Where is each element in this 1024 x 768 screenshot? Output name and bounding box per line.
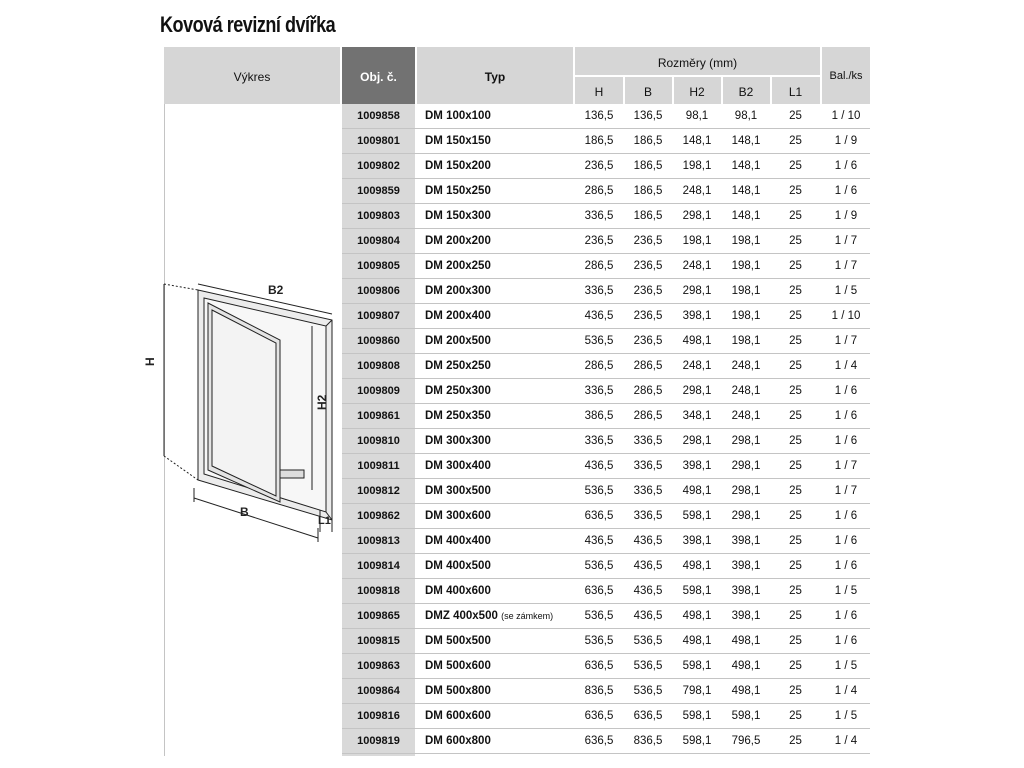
cell-obj: 1009818 (357, 585, 400, 597)
cell-typ (425, 254, 575, 279)
cell-bal: 1 / 6 (834, 385, 858, 397)
table-row (342, 479, 870, 504)
cell-b2: 148,1 (731, 210, 761, 222)
cell-typ (425, 729, 575, 754)
cell-obj: 1009805 (357, 260, 400, 272)
cell-obj: 1009802 (357, 160, 400, 172)
cell-b: 436,5 (633, 585, 663, 597)
cell-h2: 98,1 (685, 110, 709, 122)
cell-l1: 25 (789, 285, 802, 297)
cell-l1: 25 (789, 460, 802, 472)
cell-bal: 1 / 7 (834, 335, 858, 347)
cell-obj: 1009814 (357, 560, 400, 572)
cell-obj: 1009811 (357, 460, 400, 472)
cell-h2: 398,1 (682, 535, 712, 547)
cell-b: 836,5 (633, 735, 663, 747)
cell-b2: 198,1 (731, 310, 761, 322)
cell-h: 386,5 (584, 410, 614, 422)
table-row (342, 204, 870, 229)
cell-obj: 1009816 (357, 710, 400, 722)
cell-b: 436,5 (633, 610, 663, 622)
cell-b: 286,5 (633, 410, 663, 422)
cell-h2: 598,1 (682, 510, 712, 522)
cell-b2: 248,1 (731, 410, 761, 422)
cell-h: 436,5 (584, 310, 614, 322)
cell-typ-text: DM 600x800 (425, 735, 491, 747)
cell-h2: 348,1 (682, 410, 712, 422)
cell-h2: 298,1 (682, 210, 712, 222)
cell-l1: 25 (789, 610, 802, 622)
table-row (342, 554, 870, 579)
cell-h: 536,5 (584, 335, 614, 347)
cell-l1: 25 (789, 410, 802, 422)
cell-b2: 796,5 (731, 735, 761, 747)
header-obj-label: Obj. č. (360, 70, 397, 84)
cell-typ-text: DM 100x100 (425, 110, 491, 122)
cell-obj: 1009815 (357, 635, 400, 647)
cell-l1: 25 (789, 635, 802, 647)
table-row (342, 504, 870, 529)
cell-typ (425, 379, 575, 404)
cell-l1: 25 (789, 135, 802, 147)
cell-b2: 298,1 (731, 485, 761, 497)
cell-b2: 298,1 (731, 510, 761, 522)
cell-l1: 25 (789, 685, 802, 697)
cell-h2: 498,1 (682, 610, 712, 622)
table-row (342, 104, 870, 129)
cell-bal: 1 / 6 (834, 560, 858, 572)
table-row (342, 154, 870, 179)
cell-h2: 298,1 (682, 385, 712, 397)
table-row (342, 704, 870, 729)
cell-typ (425, 154, 575, 179)
cell-typ (425, 429, 575, 454)
cell-b2: 198,1 (731, 285, 761, 297)
cell-l1: 25 (789, 260, 802, 272)
cell-b: 536,5 (633, 660, 663, 672)
cell-h2: 198,1 (682, 160, 712, 172)
cell-b2: 298,1 (731, 435, 761, 447)
cell-b2: 248,1 (731, 385, 761, 397)
cell-l1: 25 (789, 110, 802, 122)
cell-bal: 1 / 10 (831, 310, 861, 322)
cell-bal: 1 / 7 (834, 260, 858, 272)
cell-typ (425, 179, 575, 204)
cell-h: 286,5 (584, 185, 614, 197)
cell-bal: 1 / 5 (834, 710, 858, 722)
cell-b2: 248,1 (731, 360, 761, 372)
cell-h2: 398,1 (682, 460, 712, 472)
cell-bal: 1 / 6 (834, 185, 858, 197)
cell-obj: 1009804 (357, 235, 400, 247)
cell-l1: 25 (789, 585, 802, 597)
cell-bal: 1 / 9 (834, 210, 858, 222)
cell-typ (425, 504, 575, 529)
cell-b: 286,5 (633, 360, 663, 372)
cell-bal: 1 / 4 (834, 685, 858, 697)
cell-typ (425, 629, 575, 654)
cell-bal: 1 / 9 (834, 135, 858, 147)
cell-h: 286,5 (584, 260, 614, 272)
header-typ-label: Typ (484, 70, 506, 84)
table-row (342, 654, 870, 679)
header-vykres (164, 47, 340, 104)
table-row (342, 529, 870, 554)
header-l1-label: L1 (788, 85, 803, 99)
cell-h2: 298,1 (682, 435, 712, 447)
cell-b: 286,5 (633, 385, 663, 397)
cell-h: 836,5 (584, 685, 614, 697)
cell-typ (425, 454, 575, 479)
cell-typ-text: DM 200x400 (425, 310, 491, 322)
cell-typ (425, 229, 575, 254)
cell-h: 336,5 (584, 210, 614, 222)
cell-typ (425, 654, 575, 679)
cell-typ (425, 304, 575, 329)
cell-bal: 1 / 4 (834, 735, 858, 747)
header-typ (417, 47, 573, 104)
cell-b2: 148,1 (731, 160, 761, 172)
cell-l1: 25 (789, 560, 802, 572)
cell-typ-text: DM 500x600 (425, 660, 491, 672)
cell-l1: 25 (789, 235, 802, 247)
drawing-label-h2: H2 (315, 394, 329, 410)
table-row (342, 254, 870, 279)
cell-typ (425, 404, 575, 429)
cell-l1: 25 (789, 160, 802, 172)
cell-bal: 1 / 6 (834, 435, 858, 447)
cell-typ-text: DM 200x200 (425, 235, 491, 247)
cell-typ (425, 704, 575, 729)
cell-b: 436,5 (633, 560, 663, 572)
cell-b2: 198,1 (731, 260, 761, 272)
cell-bal: 1 / 10 (831, 110, 861, 122)
cell-h2: 248,1 (682, 260, 712, 272)
cell-h: 436,5 (584, 460, 614, 472)
cell-h2: 148,1 (682, 135, 712, 147)
cell-l1: 25 (789, 210, 802, 222)
cell-h: 336,5 (584, 285, 614, 297)
cell-b: 186,5 (633, 210, 663, 222)
cell-h: 336,5 (584, 385, 614, 397)
cell-typ-text: DM 250x300 (425, 385, 491, 397)
table-row (342, 604, 870, 629)
cell-b: 236,5 (633, 335, 663, 347)
cell-bal: 1 / 7 (834, 235, 858, 247)
cell-b: 236,5 (633, 285, 663, 297)
table-row (342, 279, 870, 304)
drawing-label-l1: L1 (318, 515, 331, 527)
cell-typ-text: DM 300x600 (425, 510, 491, 522)
cell-l1: 25 (789, 385, 802, 397)
cell-obj: 1009813 (357, 535, 400, 547)
cell-obj: 1009806 (357, 285, 400, 297)
cell-b2: 598,1 (731, 710, 761, 722)
cell-b2: 398,1 (731, 560, 761, 572)
cell-bal: 1 / 5 (834, 285, 858, 297)
cell-typ (425, 479, 575, 504)
header-rozmery (575, 47, 820, 104)
cell-h: 536,5 (584, 610, 614, 622)
cell-l1: 25 (789, 185, 802, 197)
cell-h2: 398,1 (682, 310, 712, 322)
cell-typ-text: DM 600x600 (425, 710, 491, 722)
cell-h2: 498,1 (682, 560, 712, 572)
cell-typ (425, 604, 575, 629)
cell-h2: 498,1 (682, 485, 712, 497)
cell-b: 336,5 (633, 485, 663, 497)
cell-h: 636,5 (584, 585, 614, 597)
door-drawing (140, 270, 340, 570)
cell-typ (425, 579, 575, 604)
cell-typ-text: DM 200x300 (425, 285, 491, 297)
cell-h: 636,5 (584, 660, 614, 672)
cell-h2: 248,1 (682, 360, 712, 372)
cell-h: 136,5 (584, 110, 614, 122)
page-title: Kovová revizní dvířka (160, 12, 336, 37)
table-row (342, 429, 870, 454)
cell-h2: 598,1 (682, 585, 712, 597)
cell-h: 236,5 (584, 160, 614, 172)
cell-b2: 148,1 (731, 185, 761, 197)
table-row (342, 729, 870, 754)
cell-b2: 398,1 (731, 610, 761, 622)
cell-b: 236,5 (633, 260, 663, 272)
cell-typ-text: DM 400x600 (425, 585, 491, 597)
cell-l1: 25 (789, 335, 802, 347)
header-obj (342, 47, 415, 104)
cell-typ (425, 329, 575, 354)
cell-typ-text: DM 400x500 (425, 560, 491, 572)
cell-obj: 1009864 (357, 685, 400, 697)
cell-typ-text: DM 300x500 (425, 485, 491, 497)
cell-typ-text: DM 150x250 (425, 185, 491, 197)
cell-b: 236,5 (633, 310, 663, 322)
cell-l1: 25 (789, 535, 802, 547)
table-row (342, 354, 870, 379)
cell-b2: 498,1 (731, 685, 761, 697)
cell-typ-text: DM 150x300 (425, 210, 491, 222)
cell-b: 536,5 (633, 635, 663, 647)
cell-b2: 398,1 (731, 585, 761, 597)
cell-obj: 1009863 (357, 660, 400, 672)
cell-typ (425, 129, 575, 154)
cell-obj: 1009803 (357, 210, 400, 222)
cell-b: 536,5 (633, 685, 663, 697)
table-row (342, 679, 870, 704)
cell-obj: 1009862 (357, 510, 400, 522)
cell-b: 186,5 (633, 135, 663, 147)
cell-h: 286,5 (584, 360, 614, 372)
header-rozmery-label: Rozměry (mm) (657, 56, 738, 70)
cell-obj: 1009810 (357, 435, 400, 447)
cell-typ-text: DM 150x150 (425, 135, 491, 147)
cell-h: 436,5 (584, 535, 614, 547)
cell-h: 186,5 (584, 135, 614, 147)
cell-b: 186,5 (633, 185, 663, 197)
cell-bal: 1 / 6 (834, 160, 858, 172)
header-balks (822, 47, 870, 104)
cell-b: 136,5 (633, 110, 663, 122)
cell-b: 186,5 (633, 160, 663, 172)
cell-bal: 1 / 6 (834, 610, 858, 622)
cell-obj: 1009860 (357, 335, 400, 347)
cell-bal: 1 / 5 (834, 660, 858, 672)
cell-h2: 598,1 (682, 710, 712, 722)
cell-typ-text: DM 300x400 (425, 460, 491, 472)
cell-l1: 25 (789, 510, 802, 522)
cell-typ (425, 529, 575, 554)
cell-typ (425, 204, 575, 229)
cell-typ-text: DM 300x300 (425, 435, 491, 447)
cell-l1: 25 (789, 735, 802, 747)
cell-b: 336,5 (633, 435, 663, 447)
header-h-label: H (594, 85, 604, 99)
header-h2-label: H2 (689, 85, 705, 99)
cell-obj: 1009865 (357, 610, 400, 622)
cell-l1: 25 (789, 710, 802, 722)
cell-bal: 1 / 4 (834, 360, 858, 372)
cell-typ-text: DM 500x500 (425, 635, 491, 647)
cell-typ-text: DM 150x200 (425, 160, 491, 172)
drawing-label-h: H (143, 357, 157, 366)
cell-obj: 1009809 (357, 385, 400, 397)
cell-l1: 25 (789, 360, 802, 372)
table-row (342, 454, 870, 479)
cell-obj: 1009807 (357, 310, 400, 322)
cell-h2: 198,1 (682, 235, 712, 247)
cell-h2: 598,1 (682, 735, 712, 747)
cell-bal: 1 / 7 (834, 485, 858, 497)
cell-obj: 1009858 (357, 110, 400, 122)
cell-bal: 1 / 6 (834, 510, 858, 522)
table-row (342, 329, 870, 354)
cell-typ (425, 679, 575, 704)
cell-b2: 498,1 (731, 635, 761, 647)
cell-h: 536,5 (584, 560, 614, 572)
table-row (342, 304, 870, 329)
cell-b2: 98,1 (734, 110, 758, 122)
cell-obj: 1009819 (357, 735, 400, 747)
cell-h2: 248,1 (682, 185, 712, 197)
drawing-label-b: B (240, 505, 249, 519)
cell-b2: 198,1 (731, 335, 761, 347)
cell-typ (425, 104, 575, 129)
cell-typ-text: DM 200x500 (425, 335, 491, 347)
cell-b2: 148,1 (731, 135, 761, 147)
cell-typ-text: DMZ 400x500 (425, 610, 498, 622)
cell-b: 336,5 (633, 510, 663, 522)
cell-bal: 1 / 6 (834, 635, 858, 647)
cell-h2: 498,1 (682, 635, 712, 647)
cell-h: 236,5 (584, 235, 614, 247)
table-row (342, 404, 870, 429)
cell-b2: 198,1 (731, 235, 761, 247)
header-b2-label: B2 (738, 85, 754, 99)
cell-h2: 498,1 (682, 335, 712, 347)
cell-typ (425, 554, 575, 579)
table-row (342, 179, 870, 204)
cell-bal: 1 / 6 (834, 535, 858, 547)
table-row (342, 229, 870, 254)
cell-h: 636,5 (584, 710, 614, 722)
cell-b2: 298,1 (731, 460, 761, 472)
cell-b: 336,5 (633, 460, 663, 472)
table-row (342, 129, 870, 154)
cell-obj: 1009861 (357, 410, 400, 422)
cell-h2: 598,1 (682, 660, 712, 672)
cell-bal: 1 / 6 (834, 410, 858, 422)
table-row (342, 379, 870, 404)
cell-typ-text: DM 500x800 (425, 685, 491, 697)
cell-b: 636,5 (633, 710, 663, 722)
cell-bal: 1 / 5 (834, 585, 858, 597)
cell-typ-text: DM 200x250 (425, 260, 491, 272)
header-vykres-label: Výkres (233, 70, 271, 84)
cell-h: 636,5 (584, 735, 614, 747)
cell-obj: 1009808 (357, 360, 400, 372)
cell-b: 236,5 (633, 235, 663, 247)
header-b-label: B (643, 85, 652, 99)
cell-typ (425, 279, 575, 304)
cell-obj: 1009812 (357, 485, 400, 497)
drawing-label-b2: B2 (268, 283, 284, 297)
cell-h: 636,5 (584, 510, 614, 522)
cell-h2: 798,1 (682, 685, 712, 697)
cell-obj: 1009801 (357, 135, 400, 147)
cell-typ-text: DM 250x350 (425, 410, 491, 422)
cell-typ-text: DM 250x250 (425, 360, 491, 372)
cell-h2: 298,1 (682, 285, 712, 297)
table-row (342, 579, 870, 604)
cell-h: 536,5 (584, 485, 614, 497)
cell-b2: 398,1 (731, 535, 761, 547)
cell-b2: 498,1 (731, 660, 761, 672)
cell-b: 436,5 (633, 535, 663, 547)
cell-typ (425, 354, 575, 379)
cell-h: 536,5 (584, 635, 614, 647)
table-row (342, 629, 870, 654)
cell-obj: 1009859 (357, 185, 400, 197)
cell-l1: 25 (789, 310, 802, 322)
cell-l1: 25 (789, 660, 802, 672)
cell-h: 336,5 (584, 435, 614, 447)
cell-typ-note: (se zámkem) (501, 611, 554, 621)
cell-bal: 1 / 7 (834, 460, 858, 472)
cell-l1: 25 (789, 485, 802, 497)
cell-l1: 25 (789, 435, 802, 447)
cell-typ-text: DM 400x400 (425, 535, 491, 547)
header-balks-label: Bal./ks (829, 70, 863, 82)
